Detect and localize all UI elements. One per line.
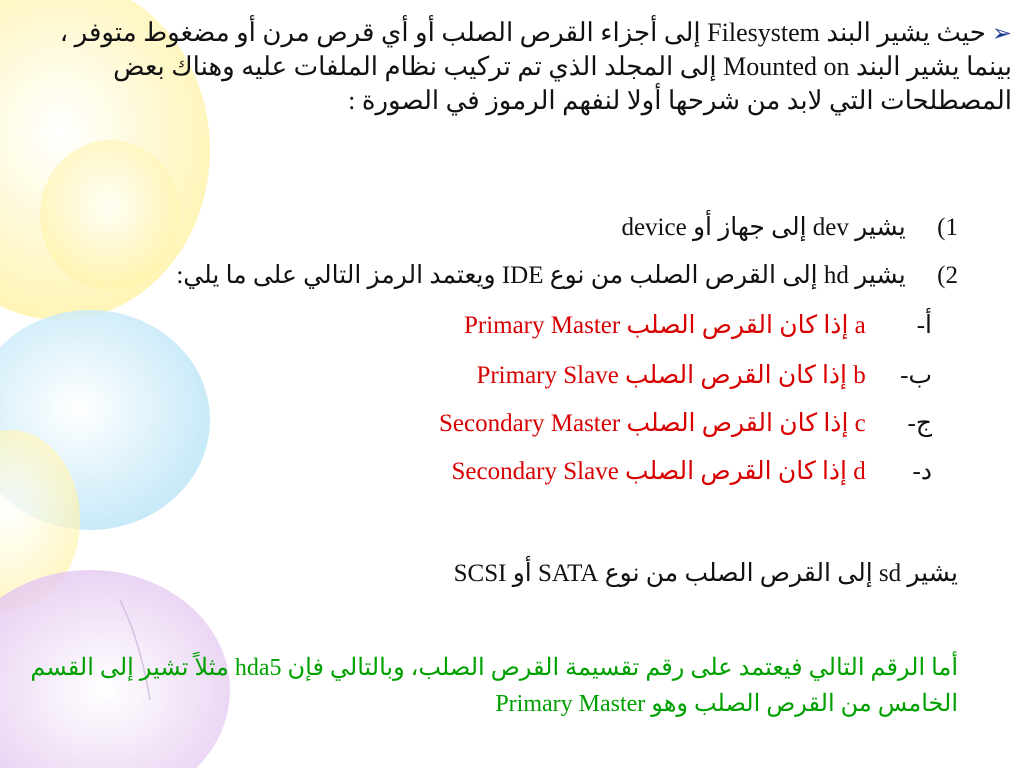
intro-text-2: إلى أجزاء القرص الصلب أو أي قرص مرن أو مضغوط متوفر ، بينما يشير البند bbox=[59, 18, 1012, 81]
sd-term: sd bbox=[878, 560, 902, 587]
sd-text-b: إلى القرص الصلب من نوع bbox=[604, 560, 873, 587]
subitem-mark: أ- bbox=[916, 312, 932, 339]
sata-term: SATA bbox=[537, 560, 599, 587]
hda5-term: hda5 bbox=[234, 655, 282, 681]
subitem-mark: ج- bbox=[907, 410, 932, 437]
item2-text-a: يشير bbox=[855, 262, 906, 289]
item1-text-a: يشير bbox=[855, 214, 906, 241]
subitem-c bbox=[439, 408, 932, 438]
subitem-letter: b bbox=[853, 362, 866, 389]
mounted-on-term: Mounted on bbox=[723, 51, 850, 81]
subitem-d bbox=[451, 456, 932, 486]
item2-text-c: ويعتمد الرمز التالي على ما يلي: bbox=[176, 262, 496, 289]
item2-text-b: إلى القرص الصلب من نوع bbox=[549, 262, 818, 289]
subitem-letter: c bbox=[854, 410, 866, 437]
sd-line bbox=[454, 558, 958, 588]
primary-master-term: Primary Master bbox=[495, 691, 646, 717]
subitem-letter: a bbox=[854, 312, 866, 339]
subitem-text: إذا كان القرص الصلب bbox=[626, 312, 849, 339]
sd-text-c: أو bbox=[512, 560, 532, 587]
note-text-b: مثلاً تشير إلى القسم الخامس من القرص الصلب وهو bbox=[30, 655, 958, 717]
note-text-a: أما الرقم التالي فيعتمد على رقم تقسيمة القرص الصلب، وبالتالي فإن bbox=[287, 655, 958, 681]
subitem-text: إذا كان القرص الصلب bbox=[625, 362, 847, 389]
subitem-mark: د- bbox=[912, 458, 932, 485]
drive-type: Secondary Master bbox=[438, 410, 621, 437]
subitem-text: إذا كان القرص الصلب bbox=[625, 458, 847, 485]
scsi-term: SCSI bbox=[453, 560, 507, 587]
subitem-mark: ب- bbox=[900, 362, 932, 389]
list-item-1 bbox=[621, 212, 958, 242]
drive-type: Primary Slave bbox=[476, 362, 619, 389]
filesystem-term: Filesystem bbox=[707, 18, 820, 47]
drive-type: Secondary Slave bbox=[451, 458, 619, 485]
item-number: 2) bbox=[937, 262, 958, 289]
partition-note bbox=[18, 650, 958, 722]
ide-term: IDE bbox=[501, 262, 544, 289]
intro-text-3: إلى المجلد الذي تم تركيب نظام الملفات عليه وهناك بعض المصطلحات التي لابد من شرحها أولا لنفهم الرموز في الصورة : bbox=[113, 51, 1012, 115]
subitem-a bbox=[464, 310, 932, 340]
subitem-letter: d bbox=[853, 458, 866, 485]
item-number: 1) bbox=[937, 214, 958, 241]
drive-type: Primary Master bbox=[463, 312, 621, 339]
intro-text-1: حيث يشير البند bbox=[826, 18, 986, 47]
item1-text-b: إلى جهاز أو bbox=[692, 214, 807, 241]
dev-term: dev bbox=[812, 214, 849, 241]
arrow-bullet-icon: ➢ bbox=[991, 19, 1012, 47]
device-term: device bbox=[621, 214, 687, 241]
list-item-2 bbox=[176, 260, 958, 290]
subitem-text: إذا كان القرص الصلب bbox=[626, 410, 849, 437]
subitem-b bbox=[476, 360, 932, 390]
hd-term: hd bbox=[823, 262, 849, 289]
intro-paragraph bbox=[14, 16, 1012, 117]
sd-text-a: يشير bbox=[907, 560, 958, 587]
